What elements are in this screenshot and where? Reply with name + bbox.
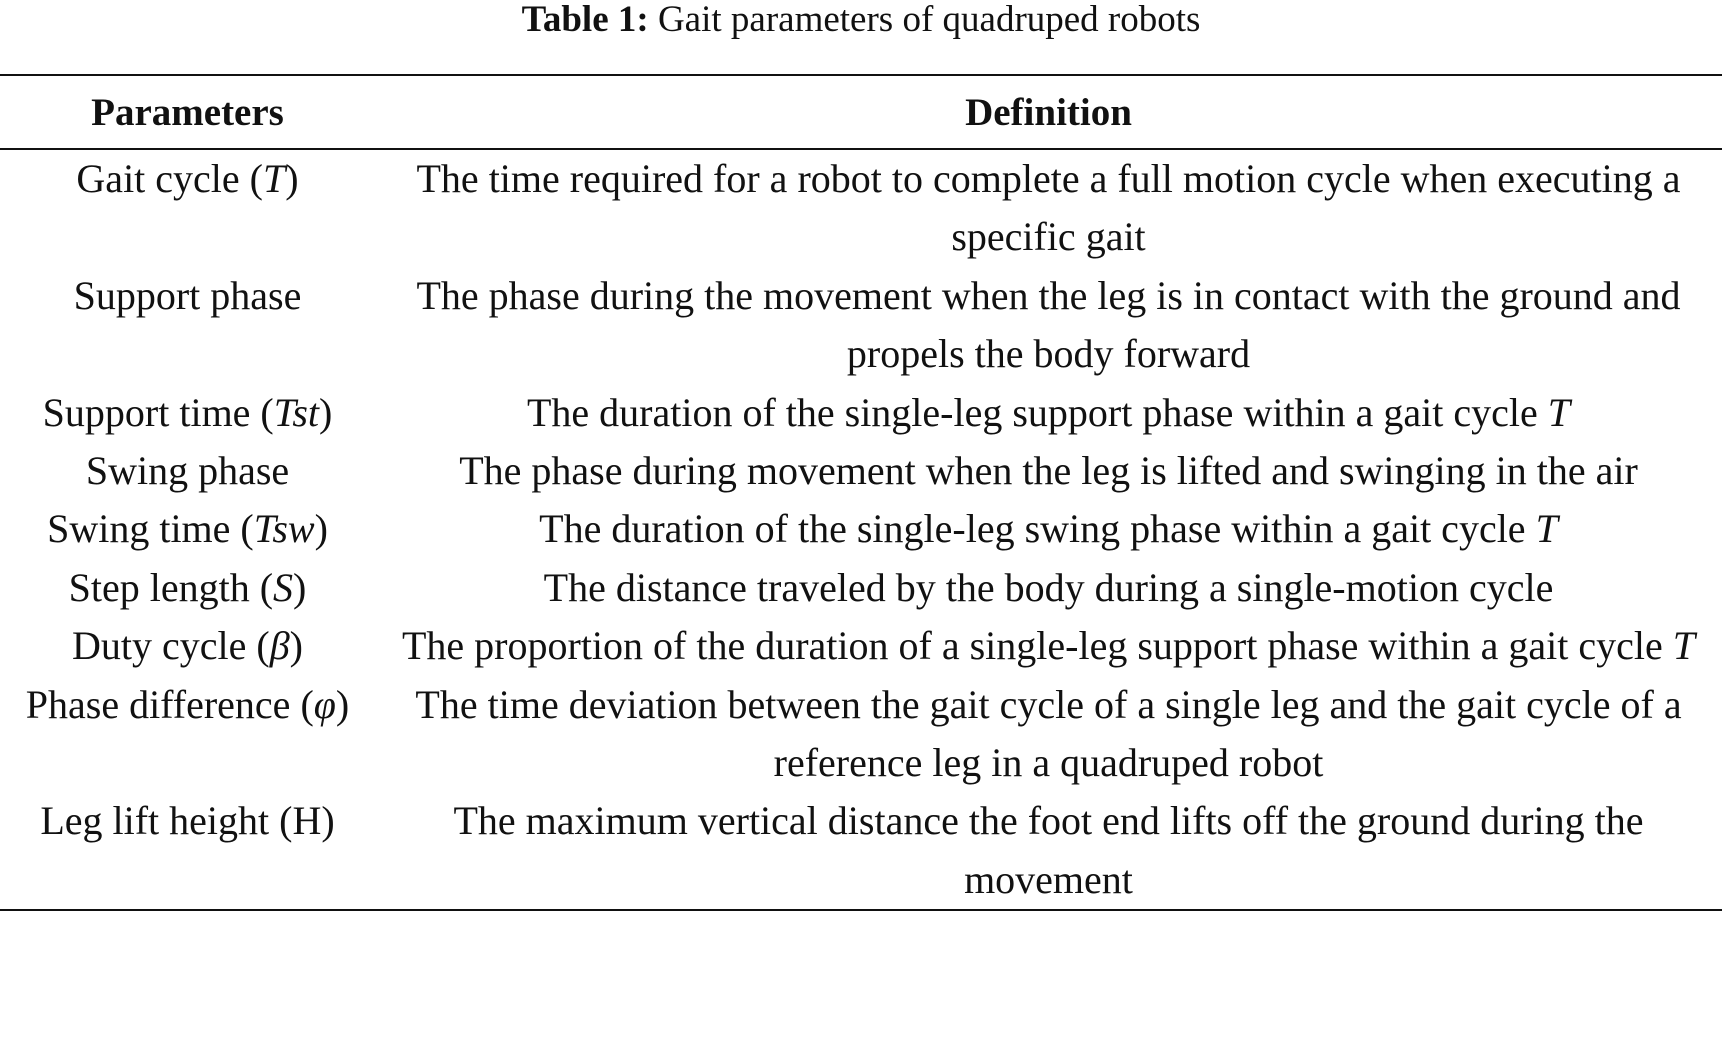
definition-text: The phase during movement when the leg is lifted and swinging in the air — [459, 448, 1638, 494]
definition-text: The phase during the movement when the leg is in contact with the ground and propels the body forward — [416, 272, 1681, 377]
table-row — [0, 384, 1722, 442]
parameter-paren-close: ) — [285, 156, 299, 201]
gait-parameters-table — [0, 74, 1722, 911]
definition-cell — [375, 442, 1722, 500]
parameter-cell — [0, 617, 375, 675]
parameter-cell — [0, 384, 375, 442]
parameter-cell — [0, 149, 375, 267]
parameter-name: Leg lift height (H) — [40, 798, 335, 844]
parameter-name: Support phase — [73, 272, 302, 318]
definition-cell — [375, 384, 1722, 442]
parameter-name: Gait cycle ( — [76, 156, 263, 201]
definition-cell — [375, 676, 1722, 793]
parameter-name: Step length ( — [68, 564, 274, 610]
parameter-name: Phase difference ( — [25, 681, 314, 727]
table-row — [0, 442, 1722, 500]
parameter-cell — [0, 442, 375, 500]
caption-text: Gait parameters of quadruped robots — [657, 0, 1201, 40]
table-row — [0, 617, 1722, 675]
parameter-symbol: Tst — [273, 389, 320, 435]
parameter-cell — [0, 792, 375, 910]
header-parameters: Parameters — [91, 90, 284, 134]
definition-text: The proportion of the duration of a single-leg support phase within a gait cycle — [401, 623, 1673, 669]
table-row — [0, 559, 1722, 617]
parameter-cell — [0, 559, 375, 617]
definition-text: The maximum vertical distance the foot end lifts off the ground during the movement — [453, 798, 1644, 902]
table-caption — [0, 0, 1722, 40]
parameter-symbol: β — [269, 623, 290, 669]
definition-text: The distance traveled by the body during a single-motion cycle — [543, 564, 1554, 610]
header-definition: Definition — [965, 90, 1132, 134]
parameter-name: Swing phase — [85, 448, 290, 494]
table-row — [0, 676, 1722, 793]
table-row — [0, 149, 1722, 267]
definition-cell — [375, 792, 1722, 910]
parameter-symbol: S — [273, 564, 294, 610]
definition-symbol: T — [1535, 506, 1558, 552]
table-body — [0, 149, 1722, 910]
parameter-symbol: φ — [313, 681, 336, 727]
parameter-paren-close: ) — [319, 389, 333, 435]
definition-text: The time deviation between the gait cycle of a single leg and the gait cycle of a reference leg in a quadruped robot — [415, 681, 1682, 786]
parameter-symbol: T — [262, 156, 286, 201]
definition-text: The duration of the single-leg support phase within a gait cycle — [526, 389, 1548, 435]
table-row — [0, 267, 1722, 384]
parameter-paren-close: ) — [293, 564, 307, 610]
parameter-name: Support time ( — [42, 389, 274, 435]
parameter-cell — [0, 267, 375, 384]
definition-symbol: T — [1547, 389, 1571, 435]
definition-text: The duration of the single-leg swing phase within a gait cycle — [539, 506, 1536, 552]
parameter-name: Swing time ( — [47, 506, 254, 552]
table-header-row — [0, 75, 1722, 149]
parameter-name: Duty cycle ( — [72, 623, 270, 669]
parameter-symbol: Tsw — [253, 506, 315, 552]
definition-cell — [375, 267, 1722, 384]
definition-cell — [375, 500, 1722, 558]
parameter-cell — [0, 676, 375, 793]
parameter-paren-close: ) — [314, 506, 328, 552]
definition-cell — [375, 149, 1722, 267]
parameter-paren-close: ) — [289, 623, 303, 669]
definition-symbol: T — [1672, 623, 1695, 669]
table-row — [0, 792, 1722, 910]
parameter-paren-close: ) — [335, 681, 350, 727]
definition-text: The time required for a robot to complete a full motion cycle when executing a specific gait — [416, 156, 1681, 260]
definition-cell — [375, 617, 1722, 675]
caption-label: Table 1: — [521, 0, 649, 40]
definition-cell — [375, 559, 1722, 617]
table-row — [0, 500, 1722, 558]
parameter-cell — [0, 500, 375, 558]
